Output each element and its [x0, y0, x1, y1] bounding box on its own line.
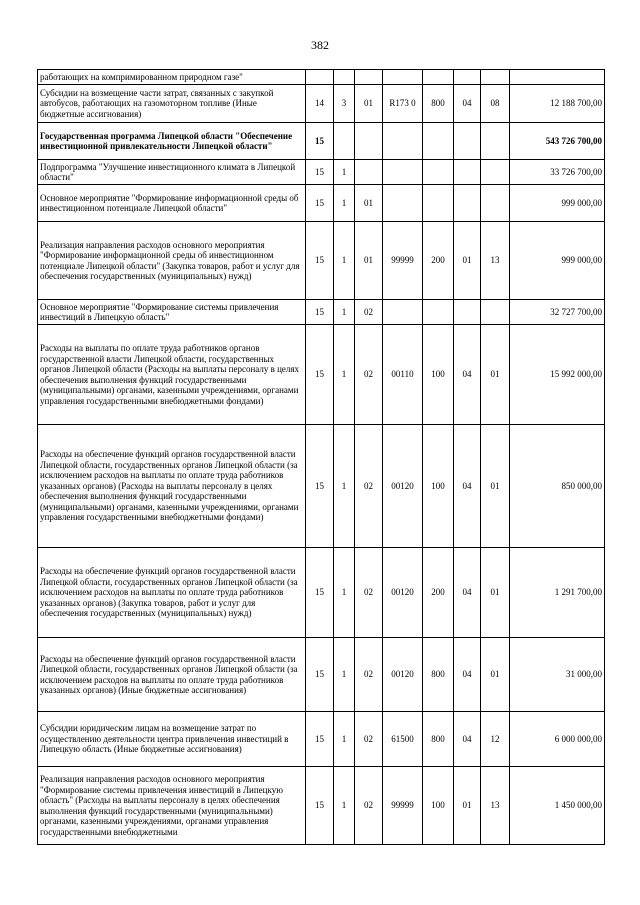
direction-code: 00110 — [383, 325, 423, 425]
program-code: 15 — [306, 160, 334, 185]
expense-type-code: 100 — [423, 425, 454, 548]
section-code: 04 — [454, 85, 481, 123]
table-row — [38, 638, 605, 712]
program-code: 15 — [306, 638, 334, 712]
page-number: 382 — [311, 38, 329, 52]
row-description: Реализация направления расходов основного мероприятия "Формирование системы привлечения инвестиций в Липецкую область" (Расходы на выплаты персоналу в целях обеспечения выполнения функций государственными (муниципальными) органами, казенными учреждениями, органами управления государственными внебюджетными — [38, 767, 306, 845]
subprogram-code: 1 — [334, 425, 355, 548]
activity-code: 01 — [355, 185, 383, 222]
subprogram-code: 1 — [334, 222, 355, 300]
subprogram-code: 1 — [334, 325, 355, 425]
expense-type-code — [423, 70, 454, 85]
table-row — [38, 160, 605, 185]
direction-code: 99999 — [383, 222, 423, 300]
amount: 1 450 000,00 — [510, 767, 605, 845]
program-code: 15 — [306, 222, 334, 300]
expense-type-code — [423, 300, 454, 325]
section-code — [454, 70, 481, 85]
expense-type-code: 200 — [423, 222, 454, 300]
subsection-code: 01 — [481, 548, 510, 638]
amount: 999 000,00 — [510, 185, 605, 222]
subprogram-code — [334, 70, 355, 85]
row-description: Реализация направления расходов основного мероприятия "Формирование информационной среды об инвестиционном потенциале Липецкой области" (Закупка товаров, работ и услуг для обеспечения государственных (муниципальных) нужд) — [38, 222, 306, 300]
activity-code: 01 — [355, 222, 383, 300]
amount: 31 000,00 — [510, 638, 605, 712]
section-code: 04 — [454, 425, 481, 548]
direction-code: 61500 — [383, 712, 423, 767]
section-code — [454, 185, 481, 222]
direction-code: 00120 — [383, 425, 423, 548]
program-code: 15 — [306, 767, 334, 845]
program-code: 15 — [306, 325, 334, 425]
table-row — [38, 767, 605, 845]
section-code: 01 — [454, 767, 481, 845]
row-description: Расходы на обеспечение функций органов государственной власти Липецкой области, государственных органов Липецкой области (за исключением расходов на выплаты по оплате труда работников указанных органов) (Иные бюджетные ассигнования) — [38, 638, 306, 712]
direction-code — [383, 160, 423, 185]
row-description: Субсидии юридическим лицам на возмещение затрат по осуществлению деятельности центра привлечения инвестиций в Липецкую область (Иные бюджетные ассигнования) — [38, 712, 306, 767]
amount: 32 727 700,00 — [510, 300, 605, 325]
direction-code: 99999 — [383, 767, 423, 845]
section-code — [454, 300, 481, 325]
program-code — [306, 70, 334, 85]
subsection-code — [481, 185, 510, 222]
amount: 850 000,00 — [510, 425, 605, 548]
activity-code — [355, 70, 383, 85]
subsection-code: 12 — [481, 712, 510, 767]
activity-code: 01 — [355, 85, 383, 123]
activity-code: 02 — [355, 767, 383, 845]
expense-type-code: 100 — [423, 767, 454, 845]
row-description: Основное мероприятие "Формирование системы привлечения инвестиций в Липецкую область" — [38, 300, 306, 325]
expense-type-code: 800 — [423, 638, 454, 712]
section-code: 04 — [454, 548, 481, 638]
section-code: 04 — [454, 712, 481, 767]
subsection-code: 08 — [481, 85, 510, 123]
activity-code: 02 — [355, 712, 383, 767]
subsection-code — [481, 300, 510, 325]
table-row — [38, 425, 605, 548]
expense-type-code: 200 — [423, 548, 454, 638]
activity-code: 02 — [355, 325, 383, 425]
subprogram-code: 1 — [334, 185, 355, 222]
row-description: работающих на компримированном природном газе" — [38, 70, 306, 85]
subprogram-code: 1 — [334, 638, 355, 712]
activity-code: 02 — [355, 425, 383, 548]
program-code: 15 — [306, 185, 334, 222]
amount: 12 188 700,00 — [510, 85, 605, 123]
subprogram-code: 1 — [334, 160, 355, 185]
activity-code: 02 — [355, 638, 383, 712]
amount: 15 992 000,00 — [510, 325, 605, 425]
subsection-code: 01 — [481, 425, 510, 548]
row-description: Субсидии на возмещение части затрат, связанных с закупкой автобусов, работающих на газомоторном топливе (Иные бюджетные ассигнования) — [38, 85, 306, 123]
table-row — [38, 548, 605, 638]
section-code — [454, 123, 481, 160]
program-code: 15 — [306, 425, 334, 548]
direction-code — [383, 185, 423, 222]
subsection-code: 01 — [481, 325, 510, 425]
expense-type-code — [423, 123, 454, 160]
expense-type-code: 100 — [423, 325, 454, 425]
activity-code — [355, 123, 383, 160]
subsection-code: 01 — [481, 638, 510, 712]
table-row — [38, 85, 605, 123]
table-row — [38, 123, 605, 160]
program-code: 15 — [306, 300, 334, 325]
table-row — [38, 712, 605, 767]
table-row — [38, 185, 605, 222]
subprogram-code: 3 — [334, 85, 355, 123]
row-description: Расходы на обеспечение функций органов государственной власти Липецкой области, государственных органов Липецкой области (за исключением расходов на выплаты по оплате труда работников указанных органов) (Расходы на выплаты персоналу в целях обеспечения выполнения функций государственными (муниципальными) органами, казенными учреждениями, органами управления государственными внебюджетными фондами) — [38, 425, 306, 548]
activity-code — [355, 160, 383, 185]
direction-code — [383, 300, 423, 325]
subprogram-code — [334, 123, 355, 160]
section-code: 01 — [454, 222, 481, 300]
table-row — [38, 325, 605, 425]
amount: 1 291 700,00 — [510, 548, 605, 638]
row-description: Расходы на обеспечение функций органов государственной власти Липецкой области, государственных органов Липецкой области (за исключением расходов на выплаты по оплате труда работников указанных органов) (Закупка товаров, работ и услуг для обеспечения государственных (муниципальных) нужд) — [38, 548, 306, 638]
program-code: 15 — [306, 548, 334, 638]
subsection-code — [481, 160, 510, 185]
direction-code: 00120 — [383, 638, 423, 712]
expense-type-code: 800 — [423, 712, 454, 767]
activity-code: 02 — [355, 300, 383, 325]
direction-code — [383, 123, 423, 160]
program-code: 14 — [306, 85, 334, 123]
amount: 6 000 000,00 — [510, 712, 605, 767]
section-code: 04 — [454, 325, 481, 425]
amount: 999 000,00 — [510, 222, 605, 300]
direction-code: R173 0 — [383, 85, 423, 123]
subprogram-code: 1 — [334, 548, 355, 638]
activity-code: 02 — [355, 548, 383, 638]
expense-type-code — [423, 160, 454, 185]
row-description: Расходы на выплаты по оплате труда работников органов государственной власти Липецкой области, государственных органов Липецкой области (Расходы на выплаты персоналу в целях обеспечения выполнения функций государственными (муниципальными) органами, казенными учреждениями, органами управления государственными внебюджетными фондами) — [38, 325, 306, 425]
amount: 33 726 700,00 — [510, 160, 605, 185]
expense-type-code: 800 — [423, 85, 454, 123]
subprogram-code: 1 — [334, 300, 355, 325]
expense-type-code — [423, 185, 454, 222]
row-description: Основное мероприятие "Формирование информационной среды об инвестиционном потенциале Липецкой области" — [38, 185, 306, 222]
subprogram-code: 1 — [334, 767, 355, 845]
direction-code — [383, 70, 423, 85]
amount — [510, 70, 605, 85]
section-code — [454, 160, 481, 185]
subsection-code — [481, 123, 510, 160]
row-description: Государственная программа Липецкой области "Обеспечение инвестиционной привлекательности Липецкой области" — [38, 123, 306, 160]
row-description: Подпрограмма "Улучшение инвестиционного климата в Липецкой области" — [38, 160, 306, 185]
section-code: 04 — [454, 638, 481, 712]
table-row — [38, 70, 605, 85]
program-code: 15 — [306, 123, 334, 160]
subsection-code: 13 — [481, 222, 510, 300]
direction-code: 00120 — [383, 548, 423, 638]
subsection-code — [481, 70, 510, 85]
subprogram-code: 1 — [334, 712, 355, 767]
table-row — [38, 222, 605, 300]
program-code: 15 — [306, 712, 334, 767]
subsection-code: 13 — [481, 767, 510, 845]
table-row — [38, 300, 605, 325]
amount: 543 726 700,00 — [510, 123, 605, 160]
budget-table — [37, 69, 605, 845]
